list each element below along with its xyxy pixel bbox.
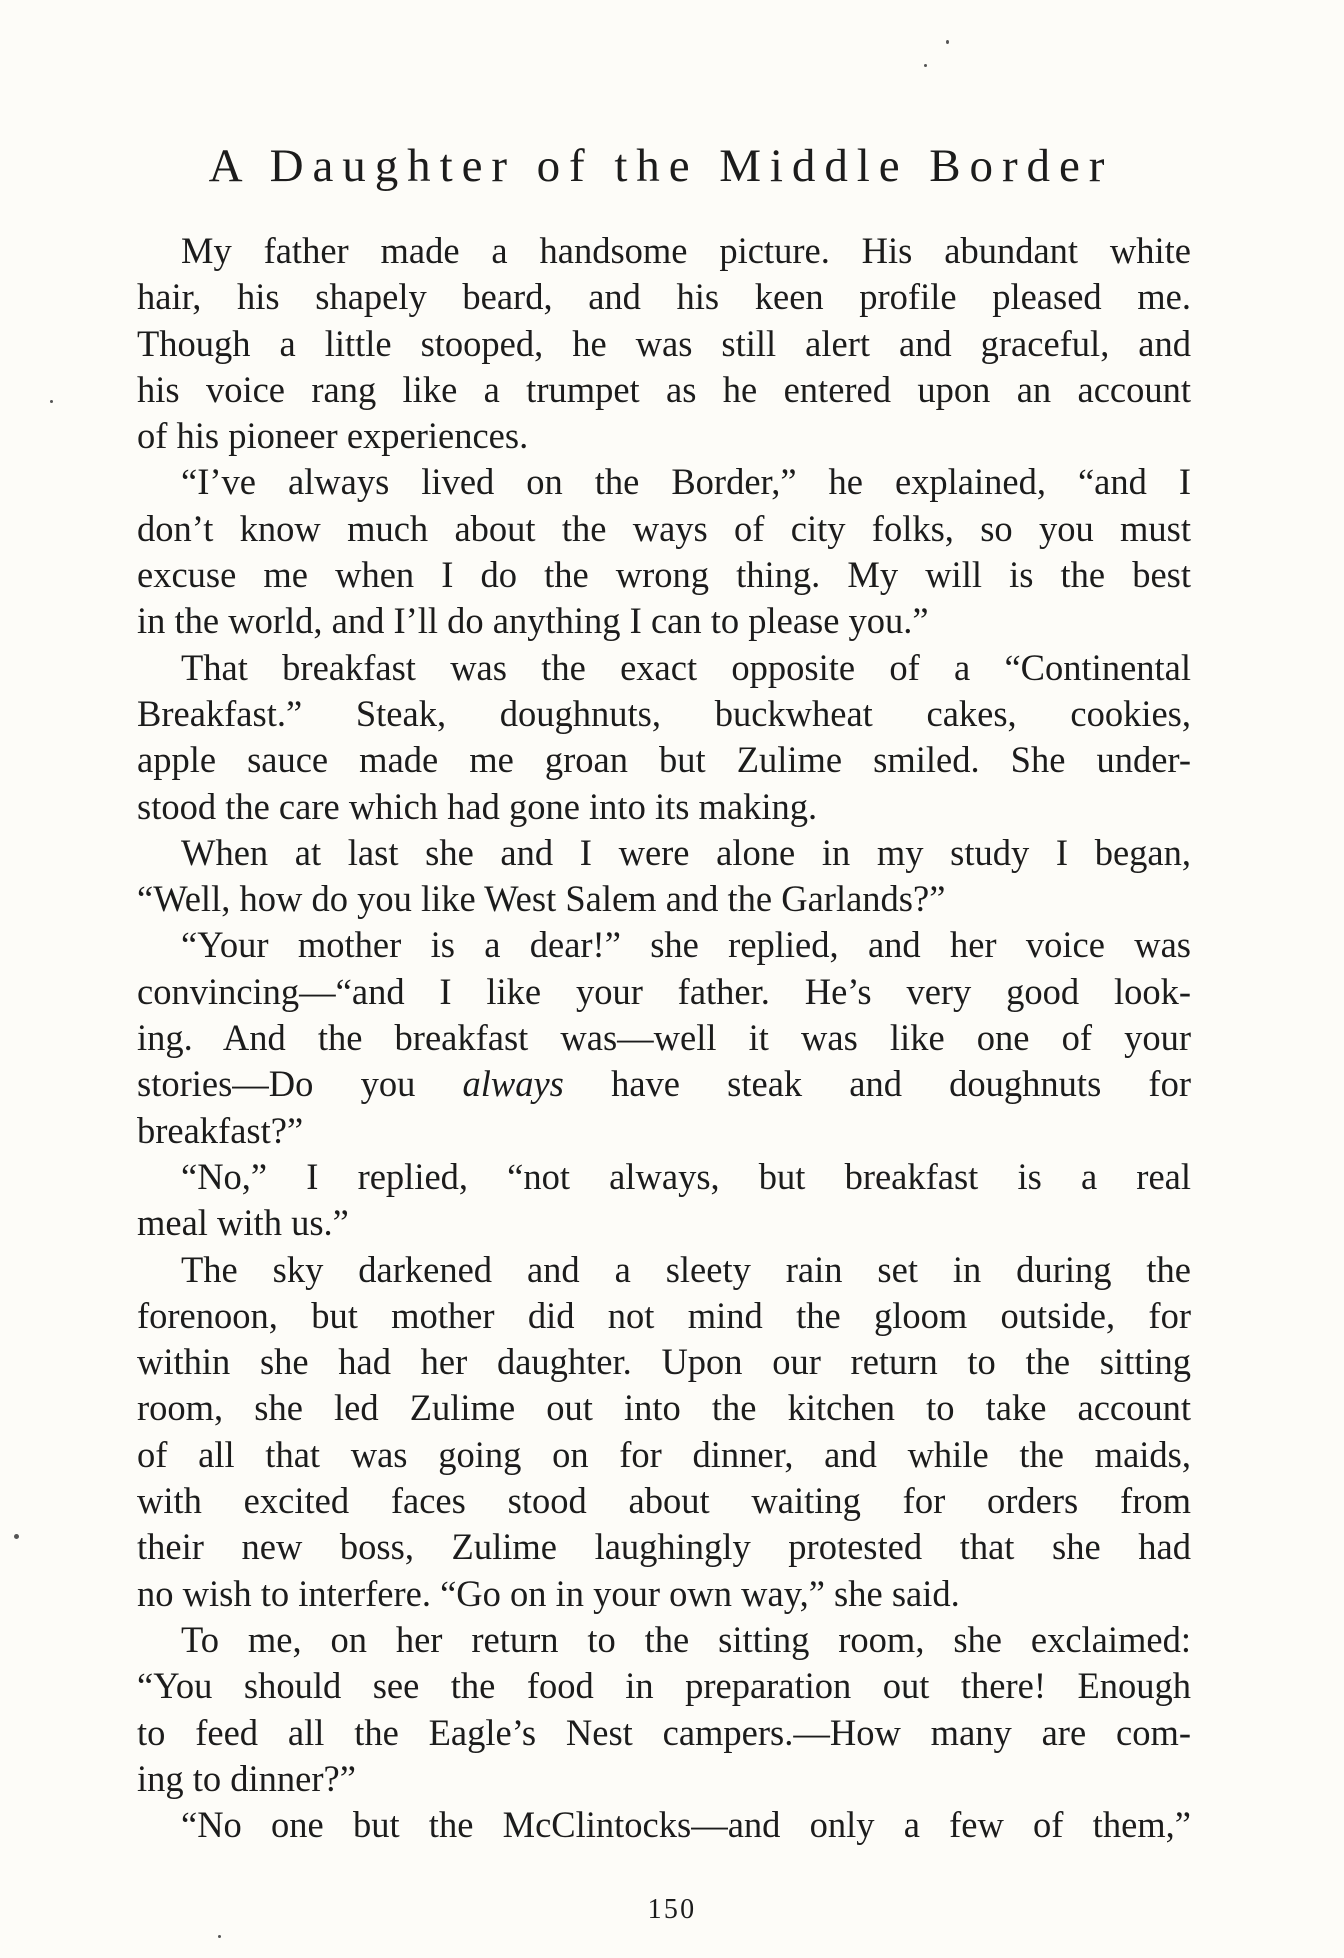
text-line: room, she led Zulime out into the kitchen to take account (137, 1387, 1191, 1429)
body-text (137, 228, 1191, 1848)
text-line: in the world, and I’ll do anything I can to please you.” (137, 600, 929, 642)
text-line: My father made a handsome picture. His abundant white (181, 230, 1191, 271)
text-line: That breakfast was the exact opposite of a “Continental (181, 646, 1191, 688)
text-line: The sky darkened and a sleety rain set in during the (181, 1248, 1191, 1290)
page-number: 150 (647, 1894, 697, 1925)
text-line: “No one but the McClintocks—and only a few of them,” (181, 1804, 1191, 1846)
print-speck (14, 1534, 19, 1539)
text-line: excuse me when I do the wrong thing. My will is the best (137, 554, 1191, 596)
print-speck (218, 1935, 221, 1938)
text-line: their new boss, Zulime laughingly protested that she had (137, 1526, 1191, 1568)
text-line: stood the care which had gone into its making. (137, 785, 818, 827)
text-line: Breakfast.” Steak, doughnuts, buckwheat cakes, cookies, (137, 692, 1191, 734)
text-line: forenoon, but mother did not mind the gloom outside, for (137, 1294, 1191, 1336)
text-line: When at last she and I were alone in my study I began, (181, 831, 1191, 873)
text-line: apple sauce made me groan but Zulime smiled. She under- (137, 739, 1191, 781)
text-line: of his pioneer experiences. (137, 415, 529, 457)
text-line: “Your mother is a dear!” she replied, and her voice was (181, 924, 1191, 966)
text-line: of all that was going on for dinner, and while the maids, (137, 1433, 1191, 1475)
text-line: Though a little stooped, he was still alert and graceful, and (137, 322, 1191, 364)
text-line: within she had her daughter. Upon our return to the sitting (137, 1341, 1191, 1383)
text-line: ing to dinner?” (137, 1757, 356, 1799)
print-speck (946, 40, 949, 44)
text-line: “Well, how do you like West Salem and the Garlands?” (137, 878, 946, 920)
text-line: convincing—“and I like your father. He’s very good look- (137, 970, 1191, 1012)
text-line: “I’ve always lived on the Border,” he explained, “and I (181, 461, 1191, 503)
text-line: with excited faces stood about waiting for orders from (137, 1480, 1191, 1522)
text-line: no wish to interfere. “Go on in your own way,” she said. (137, 1572, 960, 1614)
text-line: don’t know much about the ways of city folks, so you must (137, 507, 1191, 549)
text-line: ing. And the breakfast was—well it was like one of your (137, 1017, 1191, 1059)
text-line: To me, on her return to the sitting room, she exclaimed: (181, 1618, 1191, 1660)
print-speck (924, 64, 927, 67)
text-line: meal with us.” (137, 1202, 349, 1244)
text-line: to feed all the Eagle’s Nest campers.—How many are com- (137, 1711, 1191, 1753)
text-line: “You should see the food in preparation out there! Enough (137, 1665, 1191, 1707)
emphasized-word: always (462, 1063, 564, 1105)
running-head: A Daughter of the Middle Border (208, 140, 1114, 192)
text-line: breakfast?” (137, 1109, 304, 1151)
text-line: his voice rang like a trumpet as he entered upon an account (137, 368, 1191, 410)
text-line: stories—Do you always have steak and doughnuts for (137, 1063, 1191, 1105)
text-line: “No,” I replied, “not always, but breakfast is a real (181, 1155, 1191, 1197)
print-speck (50, 400, 53, 403)
text-line: hair, his shapely beard, and his keen profile pleased me. (137, 276, 1191, 318)
